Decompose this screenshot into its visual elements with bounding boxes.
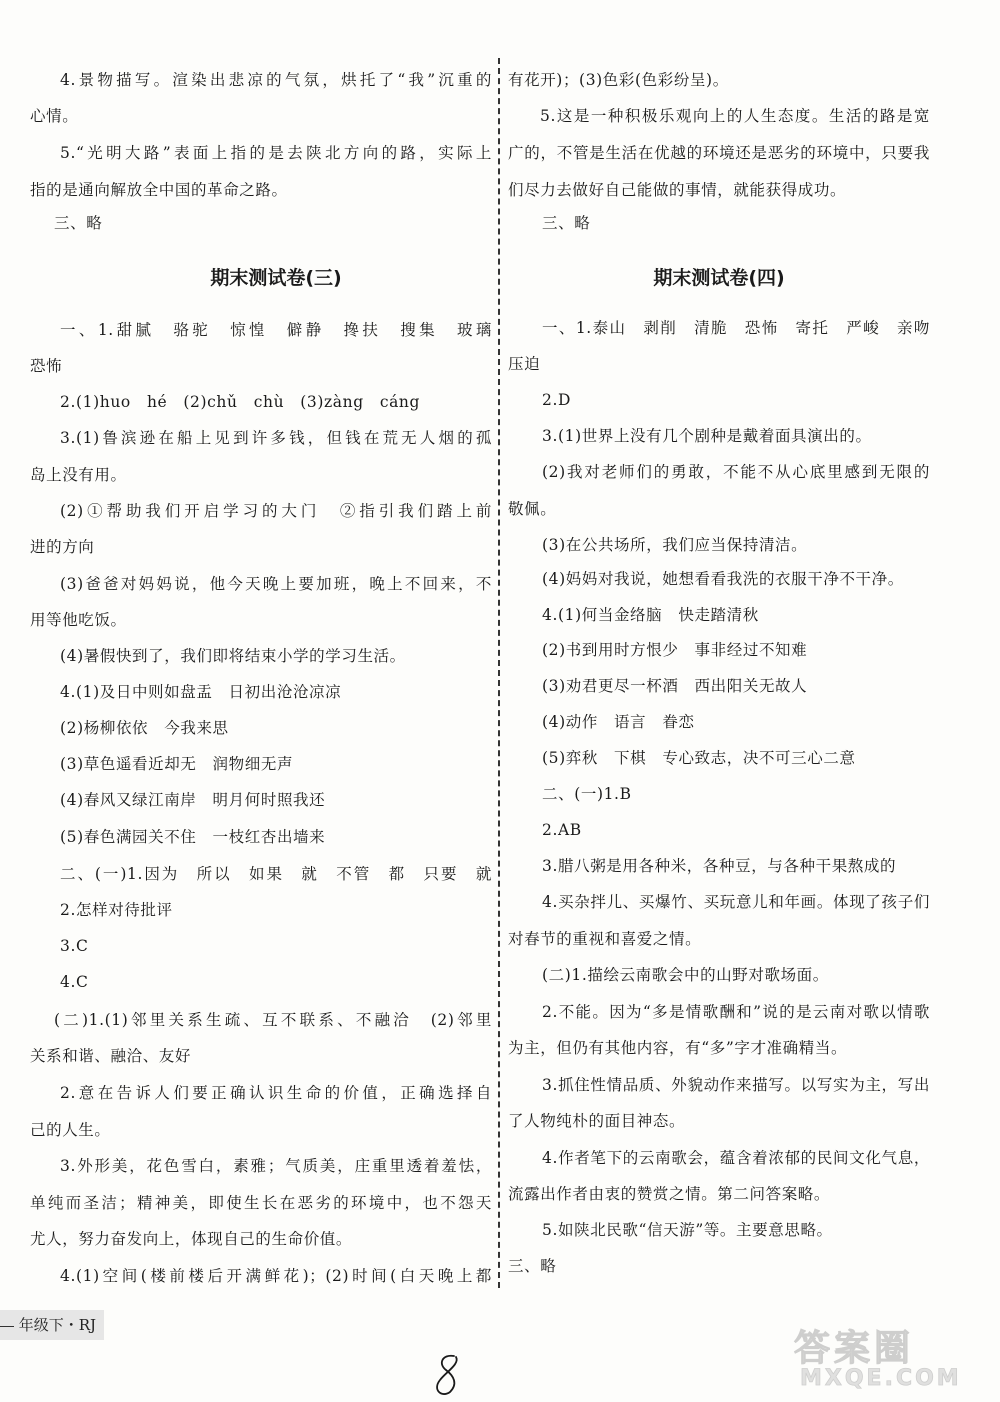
text-line: 了人物纯朴的面目神态。 <box>508 1112 686 1130</box>
text-line: 为主，但仍有其他内容，有“多”字才准确精当。 <box>508 1039 848 1057</box>
text-line: (2)杨柳依依 今我来思 <box>60 719 229 737</box>
text-line: (2)我对老师们的勇敢，不能不从心底里感到无限的 <box>542 463 930 481</box>
text-line: (4)妈妈对我说，她想看看我洗的衣服干净不干净。 <box>542 570 904 588</box>
text-line: (3)爸爸对妈妈说，他今天晚上要加班，晚上不回来，不 <box>60 575 492 593</box>
text-line: 4.景物描写。渲染出悲凉的气氛，烘托了“我”沉重的 <box>60 71 492 89</box>
text-line: 4.作者笔下的云南歌会，蕴含着浓郁的民间文化气息， <box>542 1149 930 1167</box>
text-line: (5)春色满园关不住 一枝红杏出墙来 <box>60 828 326 846</box>
text-line: 3.外形美，花色雪白，素雅；气质美，庄重里透着羞怯， <box>60 1157 492 1175</box>
text-line: (4)动作 语言 眷恋 <box>542 713 695 731</box>
section-heading: 期末测试卷(四) <box>653 267 785 289</box>
grade-label: 年级下・RJ <box>0 1310 104 1340</box>
text-line: 心情。 <box>30 107 79 125</box>
text-line: (二)1.(1)邻里关系生疏、互不联系、不融洽 (2)邻里 <box>54 1011 492 1029</box>
text-line: 2.D <box>542 391 572 409</box>
text-line: 3.(1)世界上没有几个剧种是戴着面具演出的。 <box>542 427 872 445</box>
footer-rule <box>0 1326 14 1327</box>
text-line: (3)劝君更尽一杯酒 西出阳关无故人 <box>542 677 808 695</box>
text-line: 4.(1)何当金络脑 快走踏清秋 <box>542 606 759 624</box>
handwritten-page-number <box>420 1352 480 1398</box>
text-line: 2.怎样对待批评 <box>60 901 173 919</box>
text-line: (二)1.描绘云南歌会中的山野对歌场面。 <box>542 966 829 984</box>
text-line: 尤人，努力奋发向上，体现自己的生命价值。 <box>30 1230 353 1248</box>
text-line: 4.买杂拌儿、买爆竹、买玩意儿和年画。体现了孩子们 <box>542 893 930 911</box>
text-line: 一、1.泰山 剥削 清脆 恐怖 寄托 严峻 亲吻 <box>542 319 930 337</box>
text-line: 单纯而圣洁；精神美，即使生长在恶劣的环境中，也不怨天 <box>30 1194 492 1212</box>
watermark <box>790 1320 990 1398</box>
text-line: (4)春风又绿江南岸 明月何时照我还 <box>60 791 326 809</box>
text-line: 一、1.甜腻 骆驼 惊惶 僻静 搀扶 搜集 玻璃 <box>60 321 492 339</box>
text-line: 5.如陕北民歌“信天游”等。主要意思略。 <box>542 1221 833 1239</box>
text-line: 4.C <box>60 973 89 991</box>
text-line: 2.不能。因为“多是情歌酬和”说的是云南对歌以情歌 <box>542 1003 930 1021</box>
text-line: 5.这是一种积极乐观向上的人生态度。生活的路是宽 <box>540 107 930 125</box>
column-divider <box>498 58 500 1288</box>
text-line: 己的人生。 <box>30 1121 111 1139</box>
text-line: 流露出作者由衷的赞赏之情。第二问答案略。 <box>508 1185 831 1203</box>
text-line: 敬佩。 <box>508 500 557 518</box>
text-line: 三、略 <box>508 1257 557 1275</box>
text-line: 岛上没有用。 <box>30 466 127 484</box>
text-line: 3.抓住性情品质、外貌动作来描写。以写实为主，写出 <box>542 1076 930 1094</box>
text-line: (2)①帮助我们开启学习的大门 ②指引我们踏上前 <box>60 502 492 520</box>
section-heading: 期末测试卷(三) <box>210 267 342 289</box>
text-line: 广的，不管是生活在优越的环境还是恶劣的环境中，只要我 <box>508 144 930 162</box>
text-line: 压迫 <box>508 355 541 373</box>
text-line: 2.意在告诉人们要正确认识生命的价值，正确选择自 <box>60 1084 492 1102</box>
text-line: (3)草色遥看近却无 润物细无声 <box>60 755 294 773</box>
text-line: 用等他吃饭。 <box>30 611 127 629</box>
text-line: 对春节的重视和喜爱之情。 <box>508 930 702 948</box>
text-line: (5)弈秋 下棋 专心致志，决不可三心二意 <box>542 749 856 767</box>
page-number <box>420 1352 480 1398</box>
watermark-logo: 答案圈 <box>794 1328 915 1369</box>
watermark-url: MXQE.COM <box>800 1366 962 1391</box>
text-line: (3)在公共场所，我们应当保持清洁。 <box>542 536 808 554</box>
text-line: 指的是通向解放全中国的革命之路。 <box>30 181 288 199</box>
text-line: 3.(1)鲁滨逊在船上见到许多钱，但钱在荒无人烟的孤 <box>60 429 492 447</box>
text-line: (2)书到用时方恨少 事非经过不知难 <box>542 641 808 659</box>
text-line: 二、(一)1.B <box>542 785 632 803</box>
text-line: 三、略 <box>54 214 103 232</box>
text-line: (4)暑假快到了，我们即将结束小学的学习生活。 <box>60 647 406 665</box>
text-line: 3.C <box>60 937 89 955</box>
text-line: 2.AB <box>542 821 582 839</box>
text-line: 恐怖 <box>30 357 63 375</box>
text-line: 们尽力去做好自己能做的事情，就能获得成功。 <box>508 181 847 199</box>
text-line: 有花开)；(3)色彩(色彩纷呈)。 <box>508 71 729 89</box>
text-line: 2.(1)huo hé (2)chǔ chù (3)zàng cáng <box>60 393 421 411</box>
text-line: 二、(一)1.因为 所以 如果 就 不管 都 只要 就 <box>60 865 492 883</box>
text-line: 4.(1)空间(楼前楼后开满鲜花)；(2)时间(白天晚上都 <box>60 1267 492 1285</box>
text-line: 三、略 <box>542 214 591 232</box>
text-line: 5.“光明大路”表面上指的是去陕北方向的路，实际上 <box>60 144 492 162</box>
text-line: 关系和谐、融洽、友好 <box>30 1047 192 1065</box>
text-line: 4.(1)及日中则如盘盂 日初出沧沧凉凉 <box>60 683 342 701</box>
text-line: 进的方向 <box>30 538 95 556</box>
text-line: 3.腊八粥是用各种米，各种豆，与各种干果熬成的 <box>542 857 897 875</box>
